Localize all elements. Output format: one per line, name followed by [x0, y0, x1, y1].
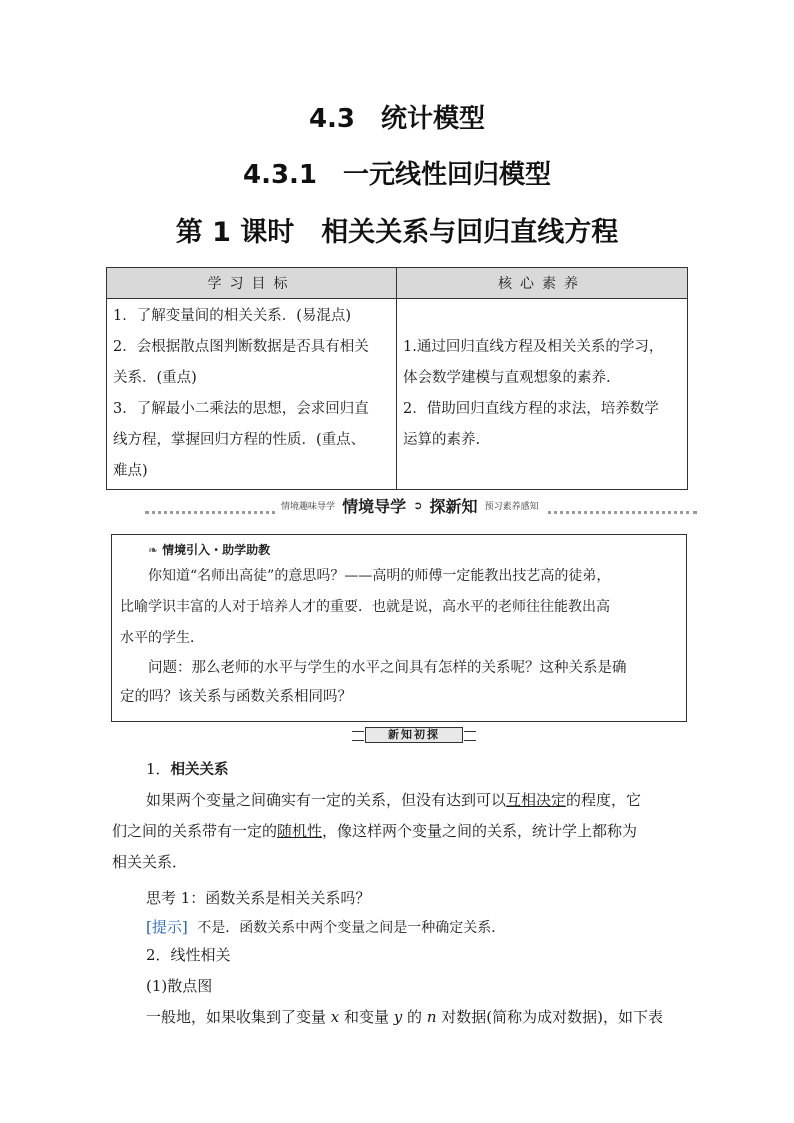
text-span: ，像这样两个变量之间的关系，统计学上都称为	[322, 822, 638, 840]
intro-box-heading: 情境引入・助学助教	[162, 543, 271, 557]
heading-linear	[146, 944, 231, 965]
literacy-line: 运算的素养.	[403, 432, 481, 448]
goal-line: 线方程，掌握回归方程的性质．(重点、	[113, 432, 366, 448]
variable-x: x	[330, 1008, 340, 1026]
goals-header-left: 学习目标	[107, 268, 397, 299]
banner-left-small: 情境趣味导学	[281, 502, 336, 512]
hint-text: 不是．函数关系中两个变量之间是一种确定关系．	[197, 920, 506, 936]
variable-n: n	[426, 1008, 437, 1026]
heading-text: 相关关系	[170, 762, 229, 778]
hint-line	[146, 913, 505, 944]
text-span: 的	[402, 1008, 427, 1026]
goal-line: 1．了解变量间的相关关系．(易混点)	[113, 308, 352, 324]
paragraph-line	[146, 789, 641, 810]
subheading-scatter: (1)散点图	[146, 977, 213, 995]
heading-number: 1．	[146, 760, 171, 778]
question-line: 问题：那么老师的水平与学生的水平之间具有怎样的关系呢？这种关系是确	[148, 660, 627, 676]
learning-goals-cell	[107, 299, 397, 490]
text-span: 一般地，如果收集到了变量	[146, 1008, 331, 1026]
goal-line: 难点)	[113, 463, 148, 479]
hint-label: [提示]	[146, 918, 188, 936]
text-span: 和变量	[339, 1008, 394, 1026]
section-banner	[145, 494, 697, 520]
intro-para-line: 水平的学生．	[120, 630, 204, 646]
underlined-term: 互相决定	[506, 791, 567, 809]
literacy-line: 2．借助回归直线方程的求法，培养数学	[403, 401, 659, 417]
learning-goals-table	[106, 267, 688, 490]
literacy-line: 体会数学建模与直观想象的素养.	[403, 370, 611, 386]
intro-box-heading-row	[120, 539, 678, 561]
text-span: 们之间的关系带有一定的	[112, 822, 278, 840]
core-literacy-cell	[397, 299, 688, 490]
scroll-icon: ❧	[148, 543, 159, 557]
variable-y: y	[393, 1008, 403, 1026]
literacy-line: 1.通过回归直线方程及相关关系的学习，	[403, 339, 664, 355]
heading-correlation	[146, 758, 229, 779]
banner-main-left: 情境导学	[342, 497, 407, 516]
question-line: 定的吗？该关系与函数关系相同吗？	[120, 689, 352, 705]
arrow-icon: ➲	[413, 499, 423, 512]
intro-para-line: 比喻学识丰富的人对于培养人才的重要．也就是说，高水平的老师往往能教出高	[120, 599, 610, 615]
subsection-title: 4.3.1 一元线性回归模型	[242, 160, 552, 190]
new-knowledge-badge: 新知初探	[365, 727, 463, 743]
heading-text: 线性相关	[170, 946, 231, 964]
intro-box	[111, 534, 687, 722]
goals-header-right: 核心素养	[397, 268, 688, 299]
text-span: 对数据(简称为成对数据)，如下表	[436, 1008, 663, 1026]
lesson-title: 第 1 课时 相关关系与回归直线方程	[175, 217, 619, 248]
intro-para-line: 你知道“名师出高徒”的意思吗？——高明的师傅一定能教出技艺高的徒弟，	[148, 568, 611, 584]
banner-main-right: 探新知	[429, 497, 478, 516]
text-span: 如果两个变量之间确实有一定的关系，但没有达到可以	[146, 791, 507, 809]
heading-number: 2．	[146, 946, 171, 964]
paragraph-line	[146, 1006, 663, 1027]
think-question: 思考 1：函数关系是相关关系吗？	[146, 889, 371, 907]
section-title: 4.3 统计模型	[308, 104, 486, 134]
paragraph-line	[112, 820, 637, 841]
text-span: 的程度，它	[566, 791, 642, 809]
goal-line: 3．了解最小二乘法的思想，会求回归直	[113, 401, 369, 417]
paragraph-line: 相关关系．	[112, 853, 188, 871]
underlined-term: 随机性	[277, 822, 323, 840]
banner-right-small: 预习素养感知	[484, 502, 539, 512]
goal-line: 2．会根据散点图判断数据是否具有相关	[113, 339, 369, 355]
goal-line: 关系．(重点)	[113, 370, 197, 386]
